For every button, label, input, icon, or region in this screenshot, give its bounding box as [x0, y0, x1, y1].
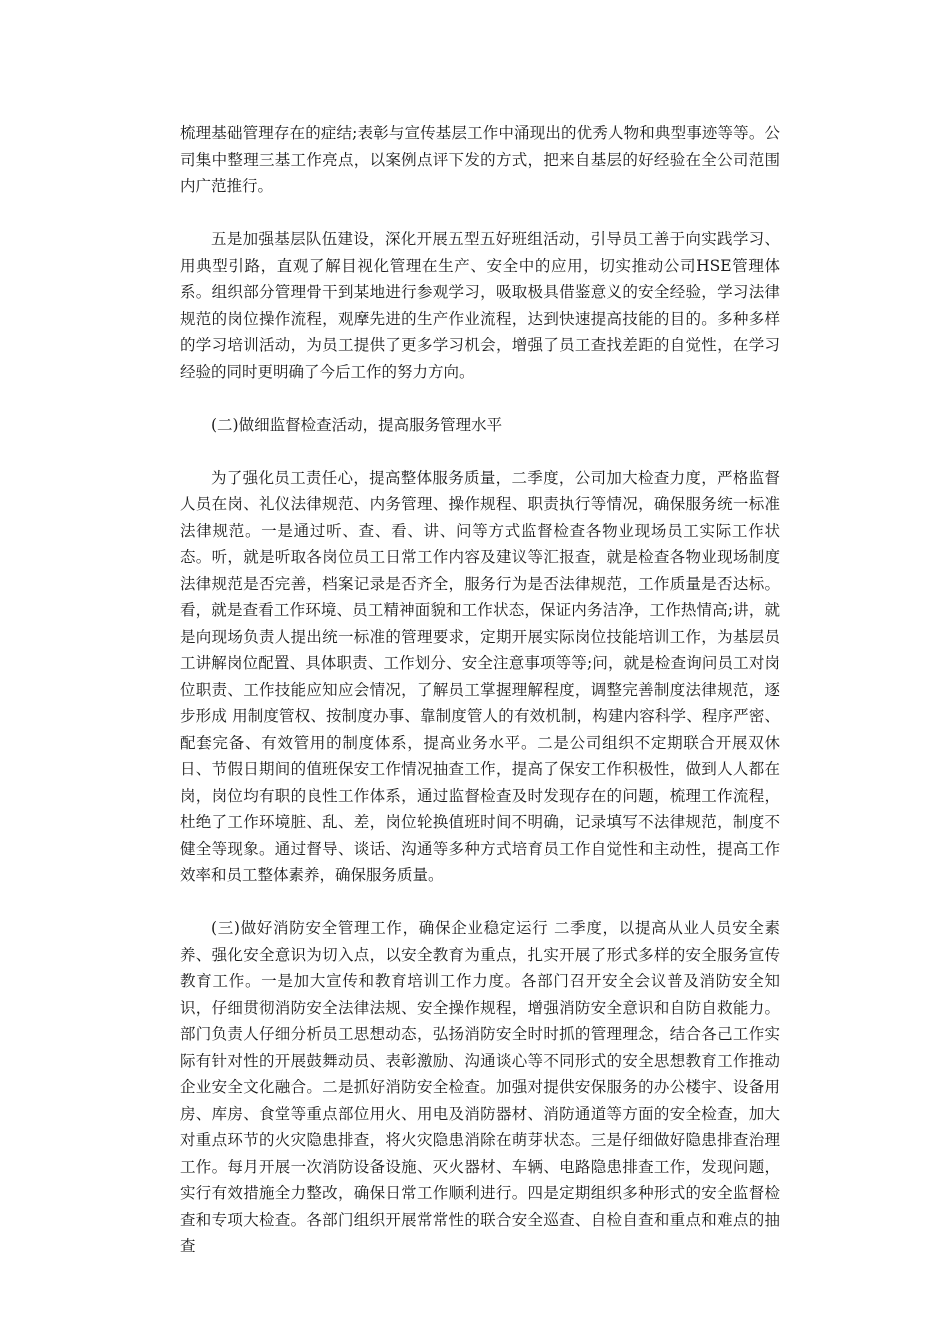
- paragraph-3: 为了强化员工责任心，提高整体服务质量，二季度，公司加大检查力度，严格监督人员在岗、礼仪法律规范、内务管理、操作规程、职责执行等情况，确保服务统一标准法律规范。一是通过听、查、看、讲、问等方式监督检查各物业现场员工实际工作状态。听，就是听取各岗位员工日常工作内容及建议等汇报查，就是检查各物业现场制度法律规范是否完善，档案记录是否齐全，服务行为是否法律规范，工作质量是否达标。看，就是查看工作环境、员工精神面貌和工作状态，保证内务洁净，工作热情高;讲，就是向现场负责人提出统一标准的管理要求，定期开展实际岗位技能培训工作，为基层员工讲解岗位配置、具体职责、工作划分、安全注意事项等等;问，就是检查询问员工对岗位职责、工作技能应知应会情况，了解员工掌握理解程度，调整完善制度法律规范，逐步形成 用制度管权、按制度办事、靠制度管人的有效机制，构建内容科学、程序严密、配套完备、有效管用的制度体系，提高业务水平。二是公司组织不定期联合开展双休日、节假日期间的值班保安工作情况抽查工作，提高了保安工作积极性，做到人人都在岗，岗位均有职的良性工作体系，通过监督检查及时发现存在的问题，梳理工作流程，杜绝了工作环境脏、乱、差，岗位轮换值班时间不明确，记录填写不法律规范，制度不健全等现象。通过督导、谈话、沟通等多种方式培育员工作自觉性和主动性，提高工作效率和员工整体素养，确保服务质量。: [180, 468, 780, 884]
- paragraph-4: (三)做好消防安全管理工作，确保企业稳定运行 二季度，以提高从业人员安全素养、强化安全意识为切入点，以安全教育为重点，扎实开展了形式多样的安全服务宣传教育工作。一是加大宣传和教育培训工作力度。各部门召开安全会议普及消防安全知识，仔细贯彻消防安全法律法规、安全操作规程，增强消防安全意识和自防自救能力。部门负责人仔细分析员工思想动态，弘扬消防安全时时抓的管理理念，结合各己工作实际有针对性的开展鼓舞动员、表彰激励、沟通谈心等不同形式的安全思想教育工作推动企业安全文化融合。二是抓好消防安全检查。加强对提供安保服务的办公楼宇、设备用房、库房、食堂等重点部位用火、用电及消防器材、消防通道等方面的安全检查，加大对重点环节的火灾隐患排查，将火灾隐患消除在萌芽状态。三是仔细做好隐患排查治理工作。每月开展一次消防设备设施、灭火器材、车辆、电路隐患排查工作，发现问题，实行有效措施全力整改，确保日常工作顺利进行。四是定期组织多种形式的安全监督检查和专项大检查。各部门组织开展常常性的联合安全巡查、自检自查和重点和难点的抽查: [180, 919, 780, 1255]
- document-body: [180, 120, 780, 1286]
- paragraph-2: 五是加强基层队伍建设，深化开展五型五好班组活动，引导员工善于向实践学习、用典型引路，直观了解目视化管理在生产、安全中的应用，切实推动公司HSE管理体系。组织部分管理骨干到某地进行参观学习，吸取极具借鉴意义的安全经验，学习法律规范的岗位操作流程，观摩先进的生产作业流程，达到快速提高技能的目的。多种多样的学习培训活动，为员工提供了更多学习机会，增强了员工查找差距的自觉性，在学习经验的同时更明确了今后工作的努力方向。: [180, 230, 780, 381]
- paragraph-1: 梳理基础管理存在的症结;表彰与宣传基层工作中涌现出的优秀人物和典型事迹等等。公司集中整理三基工作亮点，以案例点评下发的方式，把来自基层的好经验在全公司范围内广范推行。: [180, 124, 780, 195]
- section-heading-2: (二)做细监督检查活动，提高服务管理水平: [211, 415, 503, 434]
